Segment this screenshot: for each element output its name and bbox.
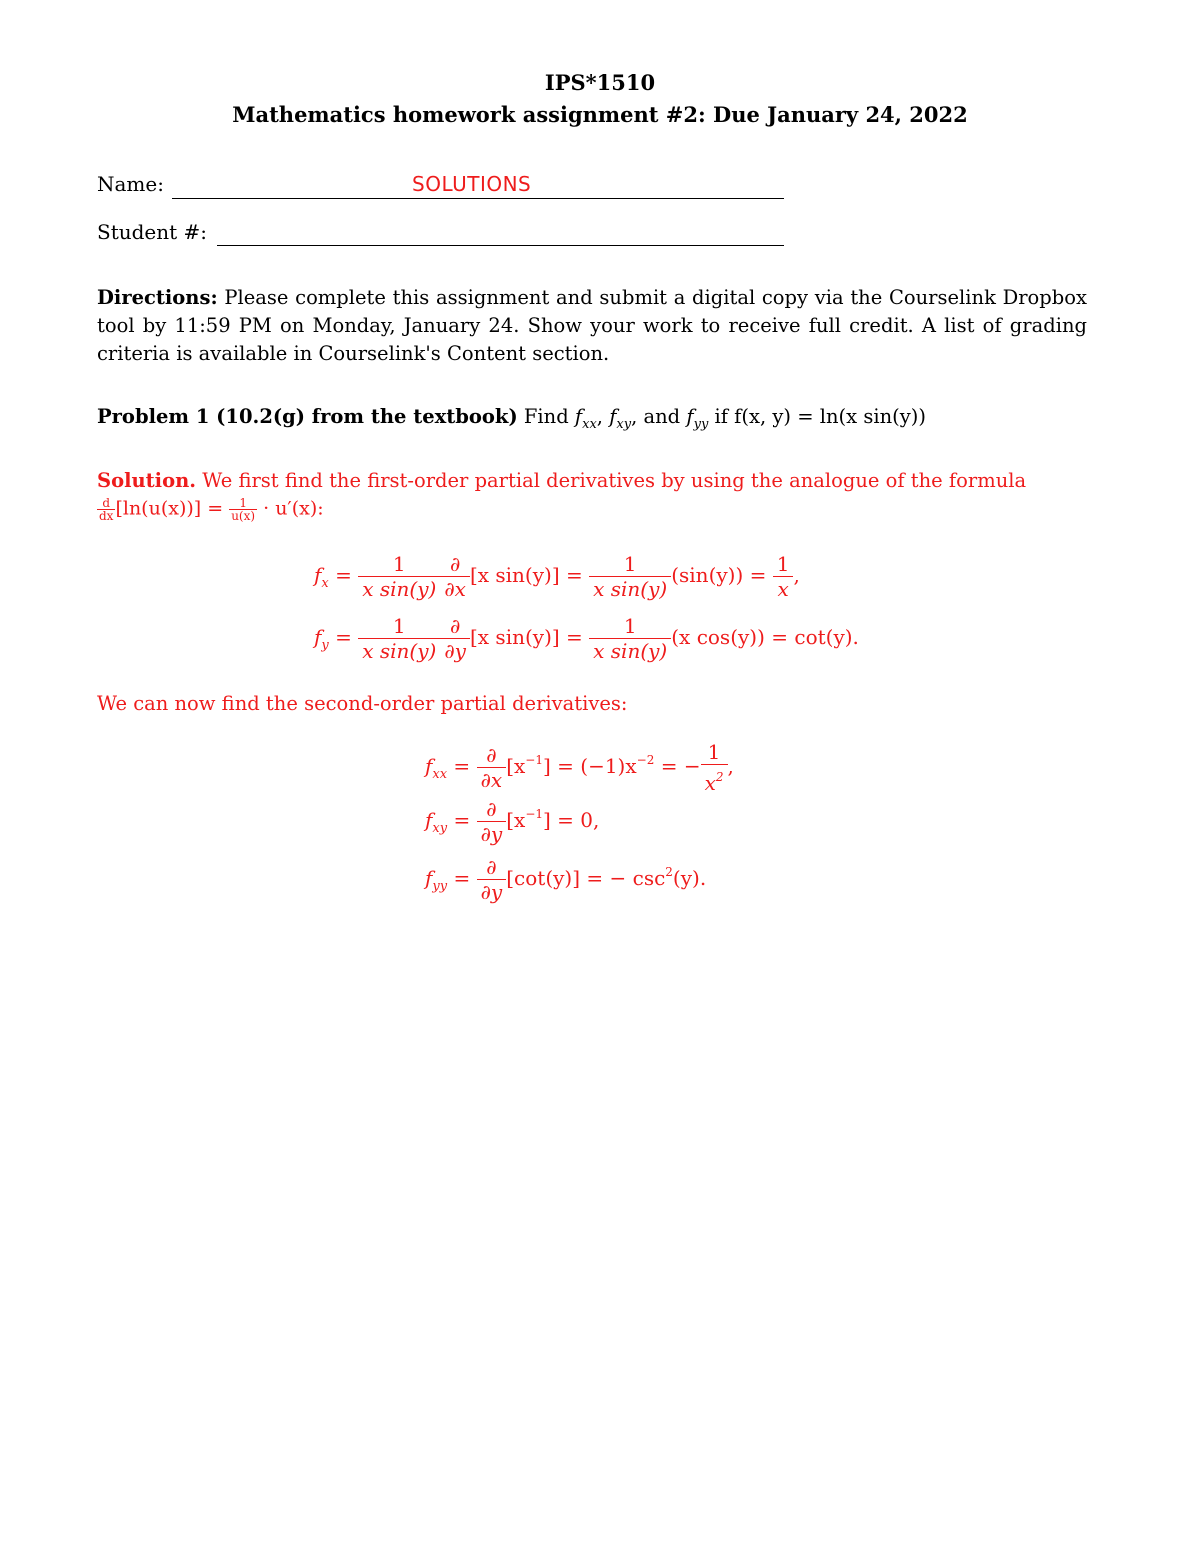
student-label: Student #: [97,220,208,244]
student-line [217,221,784,246]
course-code: IPS*1510 [544,70,656,95]
fx-equation: $f_x$ = $\frac{1}{\text{x sin(y)}}$ $\frac{\partial}{\partial x}$ [x sin(y)] = $\frac{1}{\text{x sin(y)}}$ (sin(y)) = $\frac{1}{x}$ , [314,552,800,601]
name-value: SOLUTIONS [412,172,532,196]
problem-function: f(x, y) = ln(x sin(y)) [734,405,926,428]
fyy-equation: $f_{yy}$ = $\frac{\partial}{\partial y}$ [cot(y)] = − $\csc^2(y)$. [425,855,707,904]
solution-label: Solution. [97,469,197,492]
assignment-title: Mathematics homework assignment #2: Due January 24, 2022 [232,102,968,127]
fy-equation: $f_y$ = $\frac{1}{\text{x sin(y)}}$ $\frac{\partial}{\partial y}$ [x sin(y)] = $\frac{1}{\text{x sin(y)}}$ (x cos(y)) = cot(y). [314,614,859,663]
name-label: Name: [97,172,164,196]
derivative-formula: $\frac{d}{dx}$ [ln(u(x))] = $\frac{1}{u(x)}$ · u′(x): [99,496,324,523]
problem-statement: Problem 1 (10.2(g) from the textbook) Find $f_{xx}$, $f_{xy}$, and $f_{yy}$ if f(x, y) = ln(x sin(y)) [97,405,926,432]
fxx-equation: $f_{xx}$ = $\frac{\partial}{\partial x}$ $[x^{-1}] = (-1)x^{-2}$ = − $\frac{1}{x^2}$ , [425,740,734,795]
second-order-intro: We can now find the second-order partial derivatives: [97,692,628,715]
problem-label: Problem 1 (10.2(g) from the textbook) [97,405,518,428]
fxy-equation: $f_{xy}$ = $\frac{\partial}{\partial y}$ $[x^{-1}] = 0$, [425,797,600,846]
solution-intro: Solution. We first find the first-order partial derivatives by using the analogue of the formula [97,469,1027,492]
directions-paragraph [97,284,1087,368]
directions-text: Please complete this assignment and submit a digital copy via the Courselink Dropbox tool by 11:59 PM on Monday, January 24. Show your work to receive full credit. A list of grading criteria is available in Courselink's Content section. [97,286,1088,365]
directions-label: Directions: [97,286,218,309]
